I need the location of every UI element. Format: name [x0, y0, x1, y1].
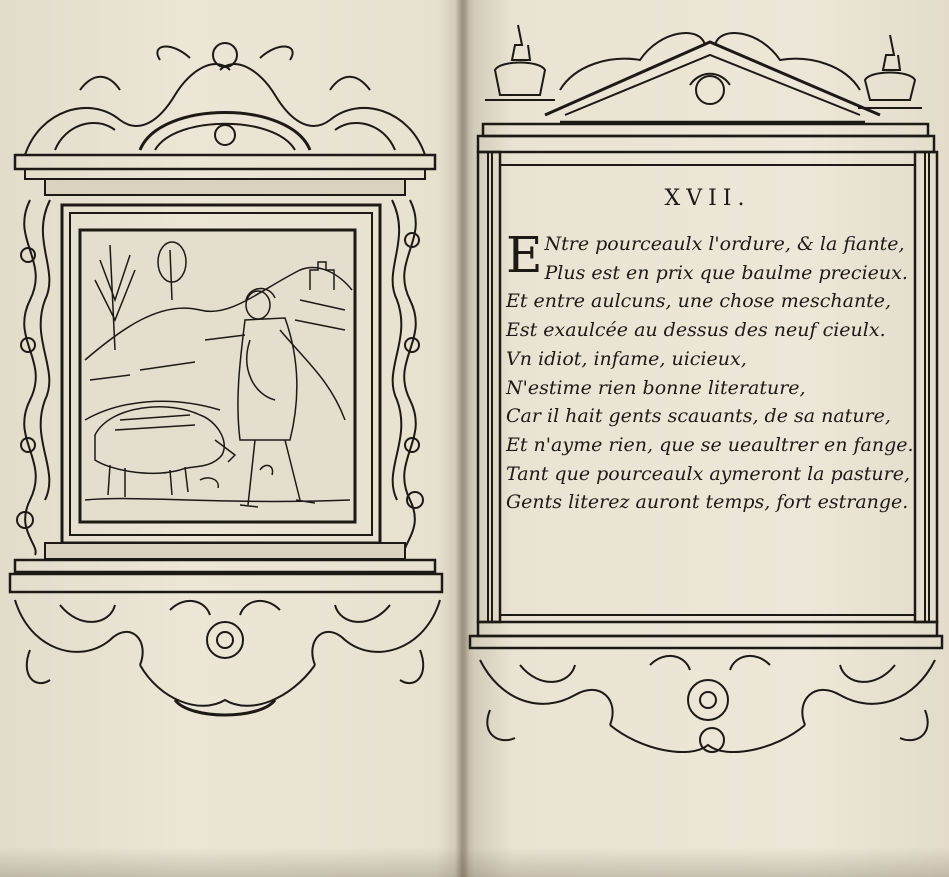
verse-line-5: Vn idiot, infame, uicieux, — [506, 347, 747, 370]
verse-line-9: Tant que pourceaulx aymeront la pasture, — [506, 462, 911, 485]
right-pediment — [485, 25, 922, 122]
verse-line-2: Plus est en prix que baulme precieux. — [544, 261, 908, 284]
verse-line-4: Est exaulcée au dessus des neuf cieulx. — [506, 319, 886, 342]
verse-line-1: Ntre pourceaulx l'ordure, & la fiante, — [544, 233, 905, 255]
verse-line-7: Car il hait gents scauants, de sa nature, — [506, 405, 891, 428]
page-shadow — [0, 847, 949, 877]
verse-number: XVII. — [664, 186, 751, 211]
left-bottom-scroll — [15, 600, 440, 715]
verse-line-8: Et n'ayme rien, que se ueaultrer en fange. — [506, 433, 914, 456]
right-bottom-scroll — [480, 656, 935, 752]
verse-line-10: Gents literez auront temps, fort estrange. — [506, 491, 909, 514]
verse-text — [506, 226, 916, 517]
drop-cap: E — [506, 226, 543, 284]
verse-line-6: N'estime rien bonne literature, — [506, 376, 806, 399]
left-top-crest — [25, 43, 425, 155]
verse-line-3: Et entre aulcuns, une chose meschante, — [506, 290, 892, 313]
